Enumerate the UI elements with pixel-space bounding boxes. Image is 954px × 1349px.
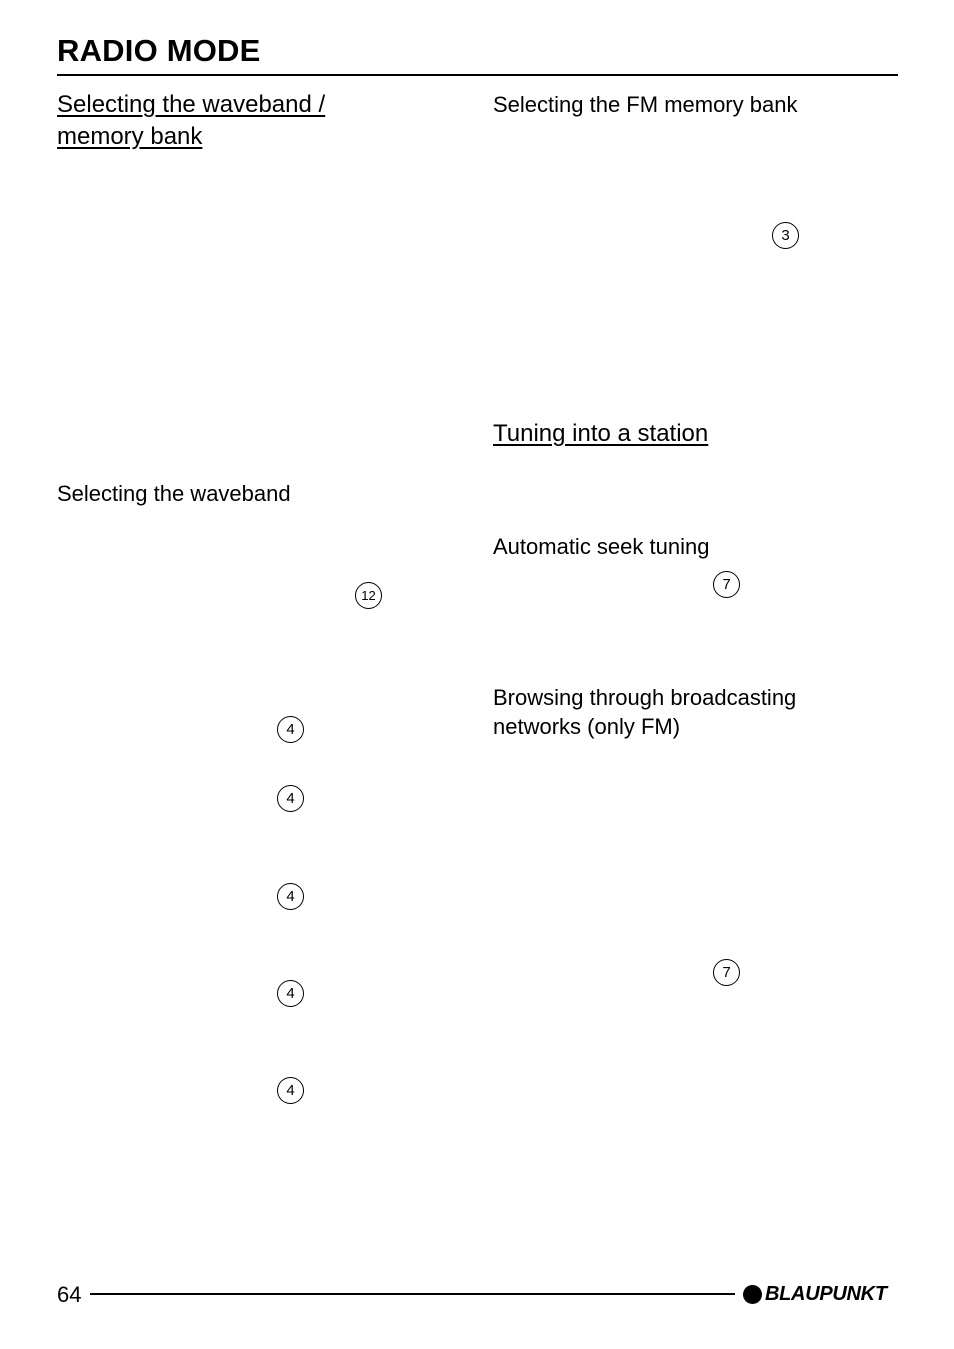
page-number: 64: [57, 1282, 82, 1307]
subheading-browsing-networks: [493, 683, 796, 741]
subheading-line-2: networks (only FM): [493, 714, 681, 739]
page-title: RADIO MODE: [57, 33, 261, 68]
heading-line-1: Selecting the waveband /: [57, 91, 326, 118]
heading-line-2: memory bank: [57, 123, 203, 150]
button-marker-4: 4: [277, 1077, 304, 1104]
blaupunkt-logo: [743, 1283, 887, 1306]
subheading-automatic-seek-tuning: Automatic seek tuning: [493, 534, 710, 559]
heading-tuning-into-station: Tuning into a station: [493, 420, 709, 447]
logo-dot-icon: [743, 1285, 762, 1304]
button-marker-4: 4: [277, 980, 304, 1007]
button-marker-3: 3: [772, 222, 799, 249]
button-marker-4: 4: [277, 883, 304, 910]
subheading-line-1: Browsing through broadcasting: [493, 685, 797, 710]
logo-text: BLAUPUNKT: [765, 1283, 887, 1305]
subheading-fm-memory-bank: Selecting the FM memory bank: [493, 92, 798, 117]
button-marker-12: 12: [355, 582, 382, 609]
footer-rule: [90, 1293, 735, 1295]
button-marker-7: 7: [713, 571, 740, 598]
header-rule: [57, 74, 898, 76]
subheading-selecting-waveband: Selecting the waveband: [57, 481, 291, 506]
button-marker-4: 4: [277, 716, 304, 743]
button-marker-7: 7: [713, 959, 740, 986]
heading-selecting-waveband-memory-bank: [57, 89, 325, 153]
button-marker-4: 4: [277, 785, 304, 812]
